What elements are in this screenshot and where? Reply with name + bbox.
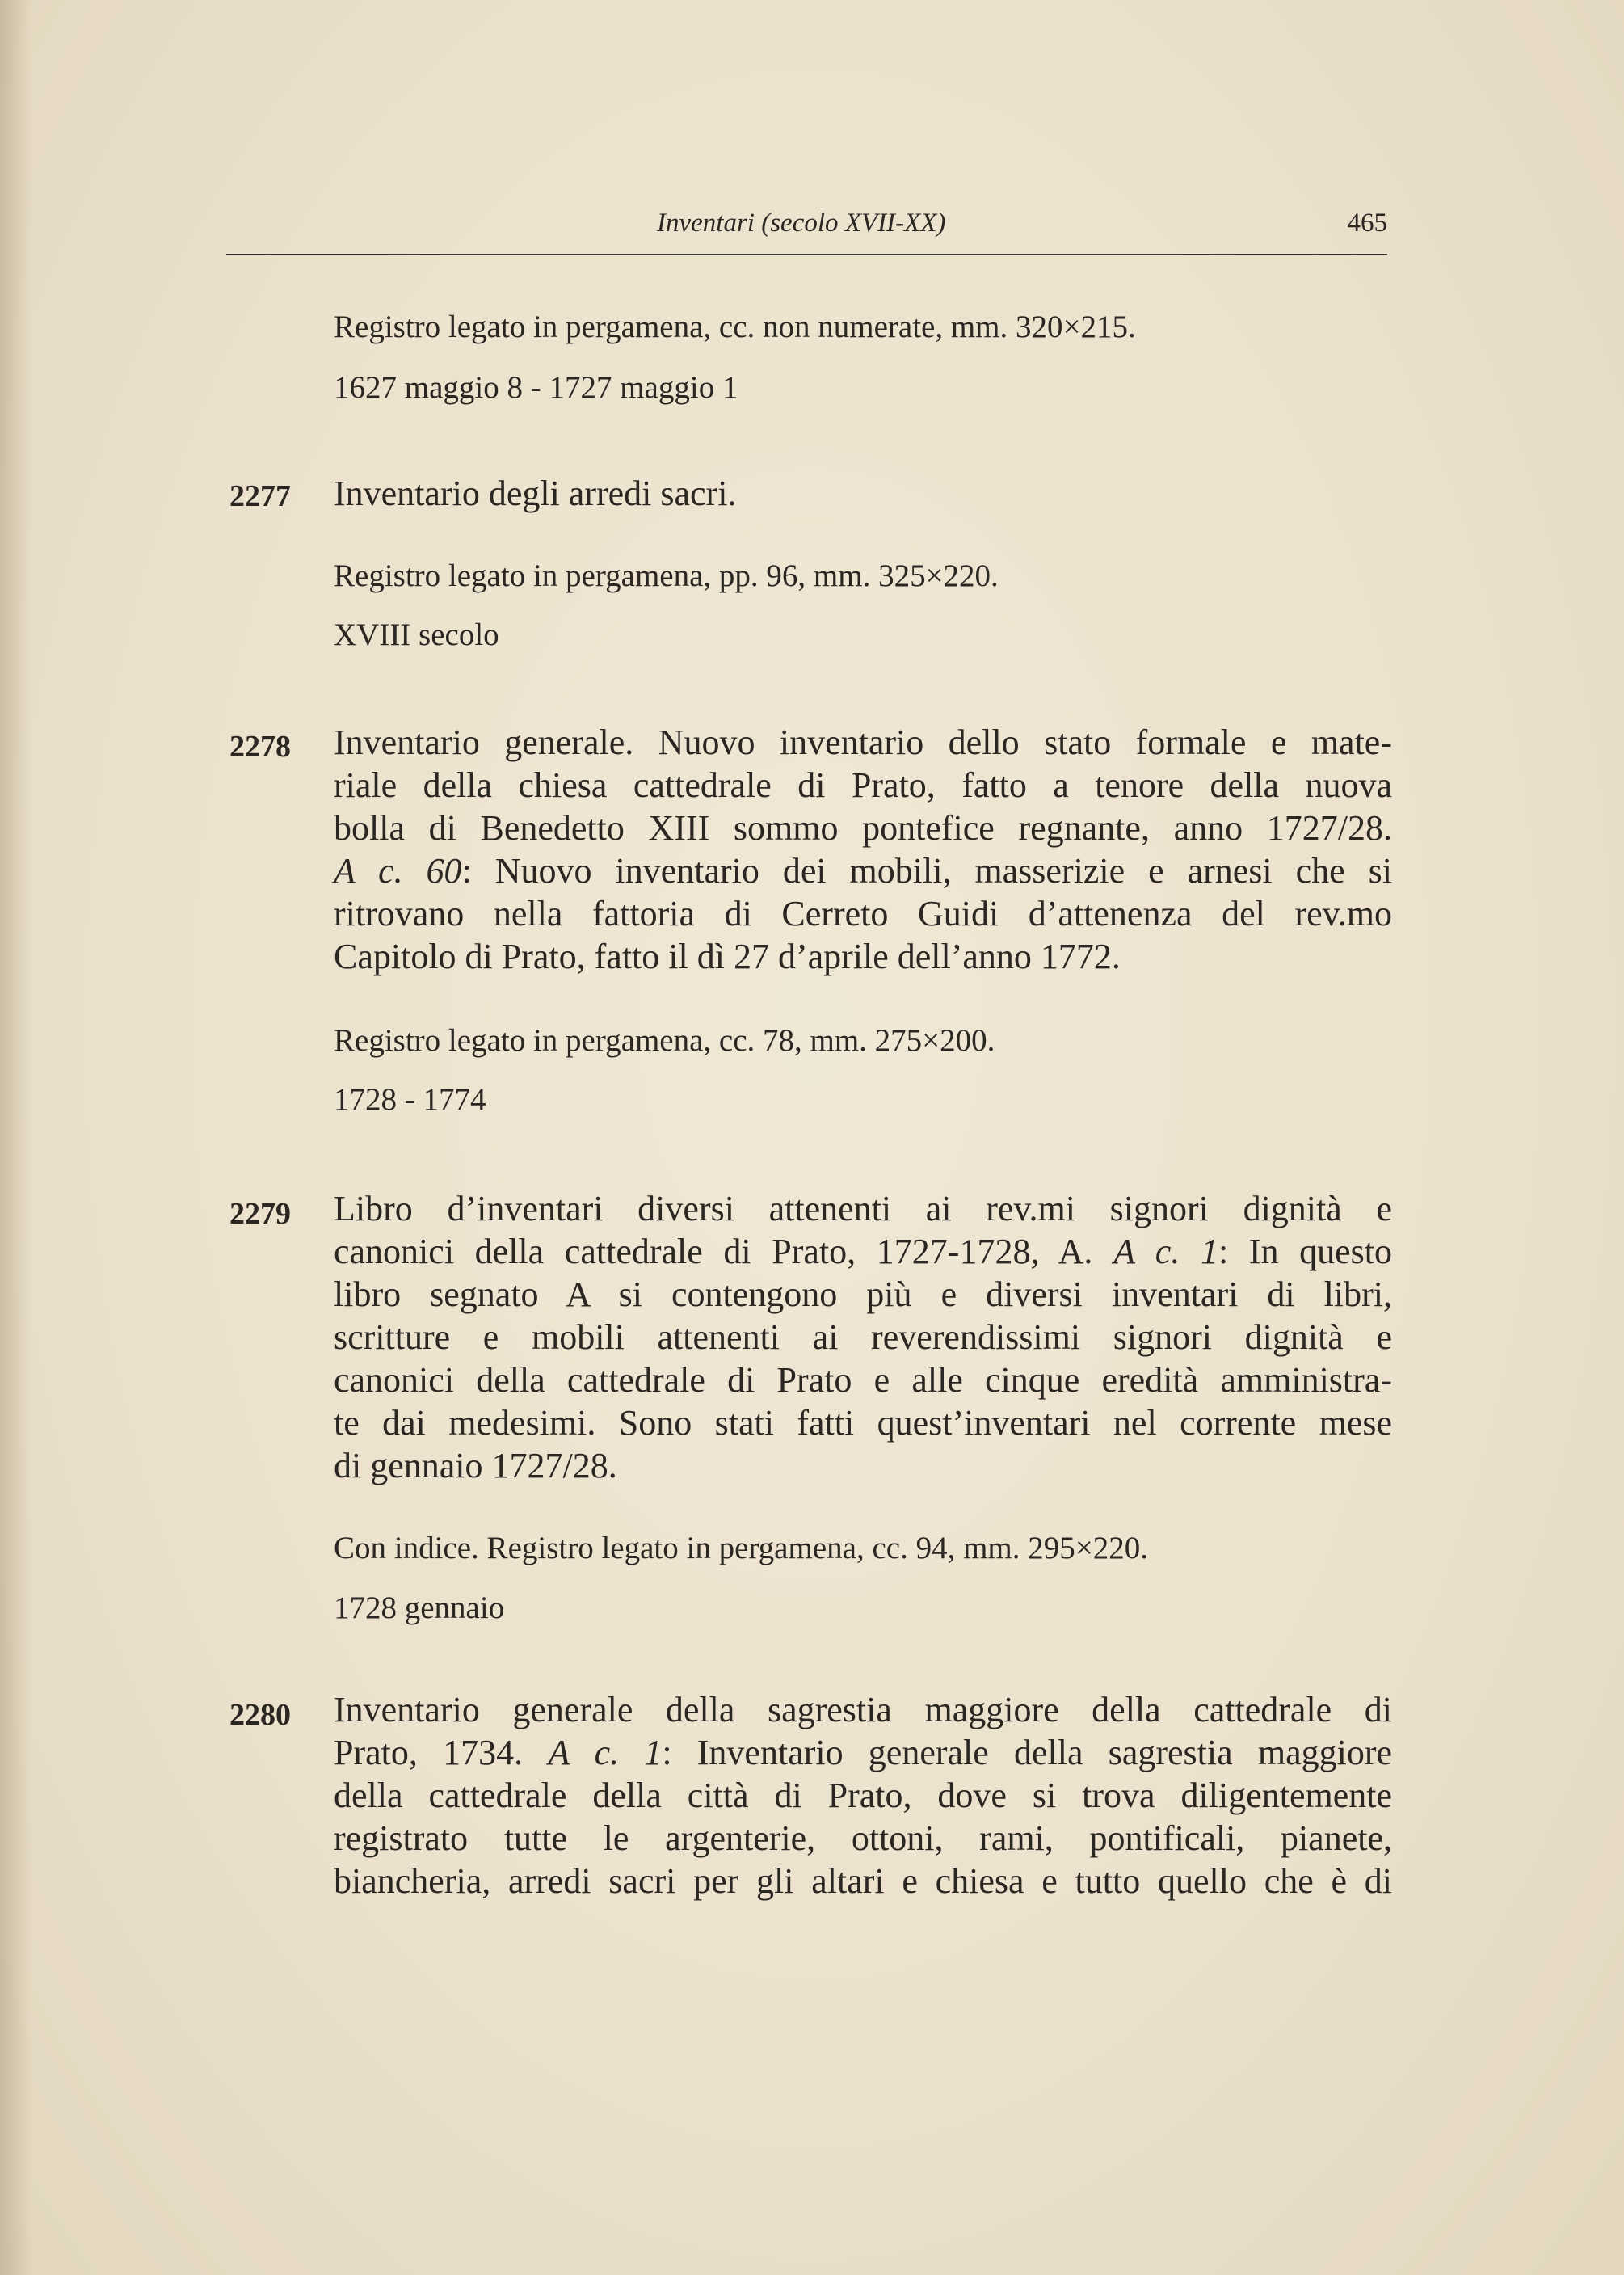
entry-description: Registro legato in pergamena, pp. 96, mm. 325×220. [334,558,999,593]
entry-date: 1627 maggio 8 - 1727 maggio 1 [334,370,738,405]
entry-title-line: Libro d’inventari diversi attenenti ai rev.mi signori dignità e [334,1189,1392,1228]
entry-date: 1728 gennaio [334,1590,505,1625]
entry-title-line: scritture e mobili attenenti ai reverendissimi signori dignità e [334,1317,1392,1357]
entry-number: 2279 [229,1197,291,1231]
entry-title-line: riale della chiesa cattedrale di Prato, fatto a tenore della nuova [334,765,1392,805]
entry-title-line: registrato tutte le argenterie, ottoni, rami, pontificali, pianete, [334,1818,1392,1858]
entry-title-line: Capitolo di Prato, fatto il dì 27 d’aprile dell’anno 1772. [334,937,1121,976]
entry-title-line: della cattedrale della città di Prato, dove si trova diligentemente [334,1776,1392,1815]
entry-title-line: canonici della cattedrale di Prato, 1727-1728, A. A c. 1: In questo [334,1232,1392,1271]
binding-shadow [0,0,32,2275]
folio-reference: A c. 1 [1113,1232,1218,1271]
entry-title-line: A c. 60: Nuovo inventario dei mobili, masserizie e arnesi che si [334,851,1392,891]
entry-description: Registro legato in pergamena, cc. 78, mm. 275×200. [334,1023,995,1058]
entry-number: 2278 [229,730,291,764]
page-number: 465 [1347,209,1387,238]
entry-number: 2280 [229,1698,291,1732]
entry-title-line: di gennaio 1727/28. [334,1446,617,1485]
entry-date: 1728 - 1774 [334,1082,486,1117]
entry-title-line: Inventario generale della sagrestia maggiore della cattedrale di [334,1690,1392,1729]
entry-title-line: biancheria, arredi sacri per gli altari e chiesa e tutto quello che è di [334,1861,1392,1901]
entry-title-line: Inventario generale. Nuovo inventario dello stato formale e mate- [334,723,1392,762]
running-title: Inventari (secolo XVII-XX) [657,209,946,238]
header-rule [226,254,1387,255]
page-header [226,209,1387,254]
entry-title-line: bolla di Benedetto XIII sommo pontefice regnante, anno 1727/28. [334,808,1392,848]
entry-title-line: libro segnato A si contengono più e diversi inventari di libri, [334,1274,1392,1314]
entry-title-line: canonici della cattedrale di Prato e alle cinque eredità amministra- [334,1360,1392,1400]
folio-reference: A c. 1 [548,1733,663,1772]
entry-description: Con indice. Registro legato in pergamena, cc. 94, mm. 295×220. [334,1531,1148,1565]
entry-title-line: ritrovano nella fattoria di Cerreto Guidi d’attenenza del rev.mo [334,894,1392,933]
entry-title-line: Prato, 1734. A c. 1: Inventario generale della sagrestia maggiore [334,1733,1393,1772]
entry-title: Inventario degli arredi sacri. [334,474,737,513]
folio-reference: A c. 60 [334,851,462,891]
entry-date: XVIII secolo [334,617,499,652]
entry-description: Registro legato in pergamena, cc. non numerate, mm. 320×215. [334,310,1136,344]
entry-title-line: te dai medesimi. Sono stati fatti quest’inventari nel corrente mese [334,1403,1392,1443]
entry-number: 2277 [229,479,291,513]
